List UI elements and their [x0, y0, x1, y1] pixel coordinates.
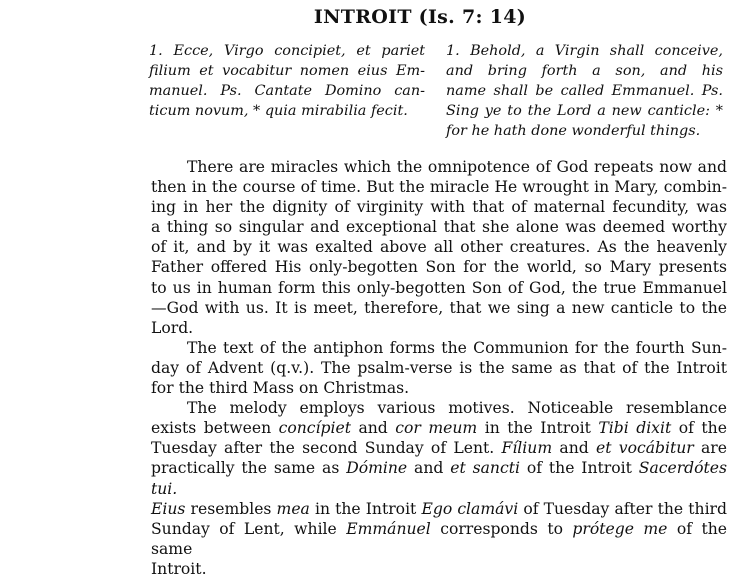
- latin-line: 1. Ecce, Virgo concipiet, et pariet: [149, 43, 425, 59]
- chant-word: Sacerdótes tui.: [151, 459, 728, 498]
- text-run: and: [407, 459, 451, 478]
- paragraph-line: [151, 499, 727, 519]
- chant-word: Ego clamávi: [421, 499, 519, 518]
- paragraph-line: [151, 418, 727, 438]
- paragraph-line: Introit.: [151, 559, 207, 578]
- english-line: Sing ye to the Lord a new canticle: *: [446, 103, 723, 119]
- paragraph-line: a thing so singular and exceptional that she alone was deemed worthy: [151, 218, 727, 237]
- paragraph-line: There are miracles which the omnipotence of God repeats now and: [187, 158, 727, 176]
- latin-line: manuel. Ps. Cantate Domino can-: [149, 83, 425, 99]
- chant-word: prótege me: [572, 519, 668, 538]
- chant-word: Dómine: [346, 459, 408, 478]
- english-line: for he hath done wonderful things.: [446, 123, 701, 139]
- latin-line: ticum novum, * quia mirabilia fecit.: [149, 103, 408, 119]
- text-run: corresponds to: [430, 519, 573, 538]
- chant-word: cor meum: [395, 419, 478, 438]
- text-run: practically the same as: [151, 459, 347, 478]
- paragraph-line: to us in human form this only-begotten Son of God, the true Emmanuel: [151, 278, 727, 297]
- text-run: and: [350, 419, 396, 438]
- latin-text-column: [149, 41, 425, 121]
- paragraph-line: [151, 458, 727, 498]
- latin-line: filium et vocabitur nomen eius Em-: [149, 63, 425, 79]
- chant-word: concípiet: [278, 419, 351, 438]
- chant-word: Emmánuel: [346, 519, 431, 538]
- paragraph-line: day of Advent (q.v.). The psalm-verse is the same as that of the Introit: [151, 358, 727, 377]
- chant-word: Eius: [151, 499, 186, 518]
- text-run: and: [552, 439, 596, 458]
- paragraph-line: Lord.: [151, 318, 194, 337]
- paragraph-line: for the third Mass on Christmas.: [151, 379, 410, 398]
- chant-word: Tibi dixit: [598, 419, 672, 438]
- english-line: and bring forth a son, and his: [446, 63, 723, 79]
- english-text-column: [446, 41, 723, 141]
- paragraph-line: of it, and by it was exalted above all other creatures. As the heavenly: [151, 238, 727, 257]
- text-run: resembles: [185, 499, 277, 518]
- text-run: Sunday of Lent, while: [151, 519, 347, 538]
- text-run: in the Introit: [309, 499, 422, 518]
- paragraph-line: ing in her the dignity of virginity with that of maternal fecundity, was: [151, 198, 727, 217]
- paragraph-line: [151, 519, 727, 559]
- paragraph-line: —God with us. It is meet, therefore, that we sing a new canticle to the: [151, 298, 727, 317]
- chant-word: et sancti: [450, 459, 520, 478]
- english-line: 1. Behold, a Virgin shall conceive,: [446, 43, 723, 59]
- text-run: of the same: [151, 519, 727, 558]
- text-run: Tuesday after the second Sunday of Lent.: [151, 439, 502, 458]
- paragraph-line: The text of the antiphon forms the Communion for the fourth Sun-: [187, 338, 727, 357]
- chant-word: Fílium: [501, 439, 553, 458]
- text-run: of the: [671, 419, 727, 438]
- text-run: of the Introit: [519, 459, 639, 478]
- text-run: of Tuesday after the third: [518, 499, 727, 518]
- text-run: are: [693, 439, 727, 458]
- paragraph-line: [151, 438, 727, 458]
- commentary: [151, 157, 727, 579]
- chant-word: mea: [276, 499, 310, 518]
- english-line: name shall be called Emmanuel. Ps.: [446, 83, 723, 99]
- paragraph-line: then in the course of time. But the miracle He wrought in Mary, combin-: [151, 178, 727, 197]
- paragraph-line: Father offered His only-begotten Son for the world, so Mary presents: [151, 258, 727, 277]
- section-title: INTROIT (Is. 7: 14): [313, 6, 527, 28]
- paragraph-line: The melody employs various motives. Noticeable resemblance: [187, 399, 727, 418]
- text-run: exists between: [151, 419, 279, 438]
- text-run: in the Introit: [477, 419, 599, 438]
- chant-word: et vocábitur: [596, 439, 694, 458]
